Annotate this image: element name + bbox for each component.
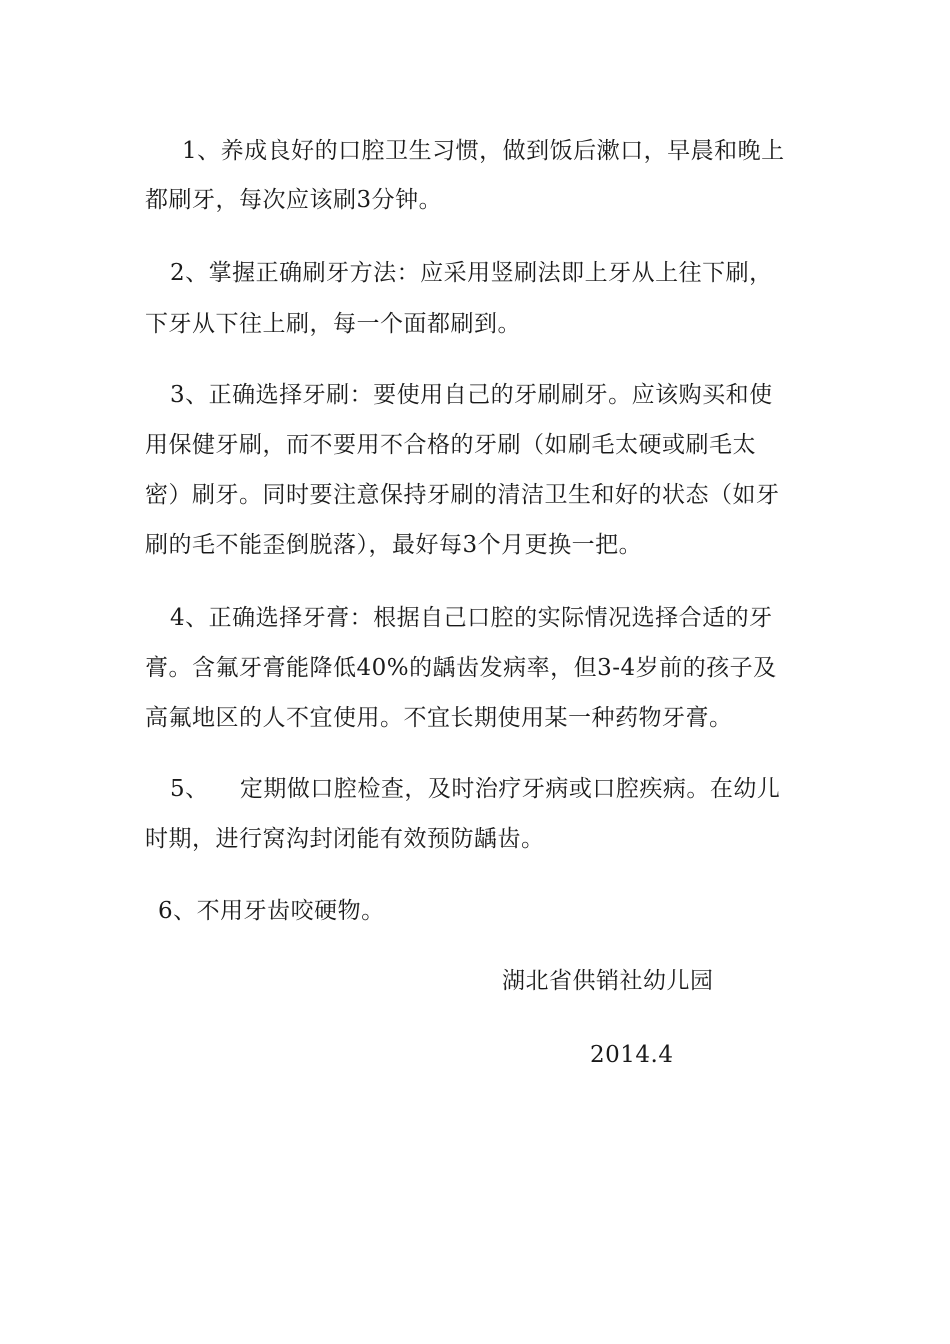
signature-date: 2014.4 xyxy=(590,1042,674,1068)
item-4-line-3: 高氟地区的人不宜使用。不宜长期使用某一种药物牙膏。 xyxy=(145,705,733,731)
item-1-line-2: 都刷牙，每次应该刷3分钟。 xyxy=(145,187,443,213)
item-6-line-1: 6、不用牙齿咬硬物。 xyxy=(158,898,385,924)
item-5-line-2: 时期，进行窝沟封闭能有效预防龋齿。 xyxy=(145,826,545,852)
item-4-line-1: 4、正确选择牙膏：根据自己口腔的实际情况选择合适的牙 xyxy=(170,605,773,631)
item-5-line-1: 5、 定期做口腔检查，及时治疗牙病或口腔疾病。在幼儿 xyxy=(170,776,781,802)
item-2-line-2: 下牙从下往上刷，每一个面都刷到。 xyxy=(145,311,521,337)
item-4-line-2: 膏。含氟牙膏能降低40%的龋齿发病率，但3-4岁前的孩子及 xyxy=(145,655,777,681)
item-1-line-1: 1、养成良好的口腔卫生习惯，做到饭后漱口，早晨和晚上 xyxy=(182,138,785,164)
item-3-line-1: 3、正确选择牙刷：要使用自己的牙刷刷牙。应该购买和使 xyxy=(170,382,773,408)
item-3-line-4: 刷的毛不能歪倒脱落），最好每3个月更换一把。 xyxy=(145,532,643,558)
signature-org: 湖北省供销社幼儿园 xyxy=(502,968,714,994)
item-3-line-2: 用保健牙刷，而不要用不合格的牙刷（如刷毛太硬或刷毛太 xyxy=(145,432,756,458)
item-2-line-1: 2、掌握正确刷牙方法：应采用竖刷法即上牙从上往下刷， xyxy=(170,260,773,286)
item-3-line-3: 密）刷牙。同时要注意保持牙刷的清洁卫生和好的状态（如牙 xyxy=(145,482,780,508)
